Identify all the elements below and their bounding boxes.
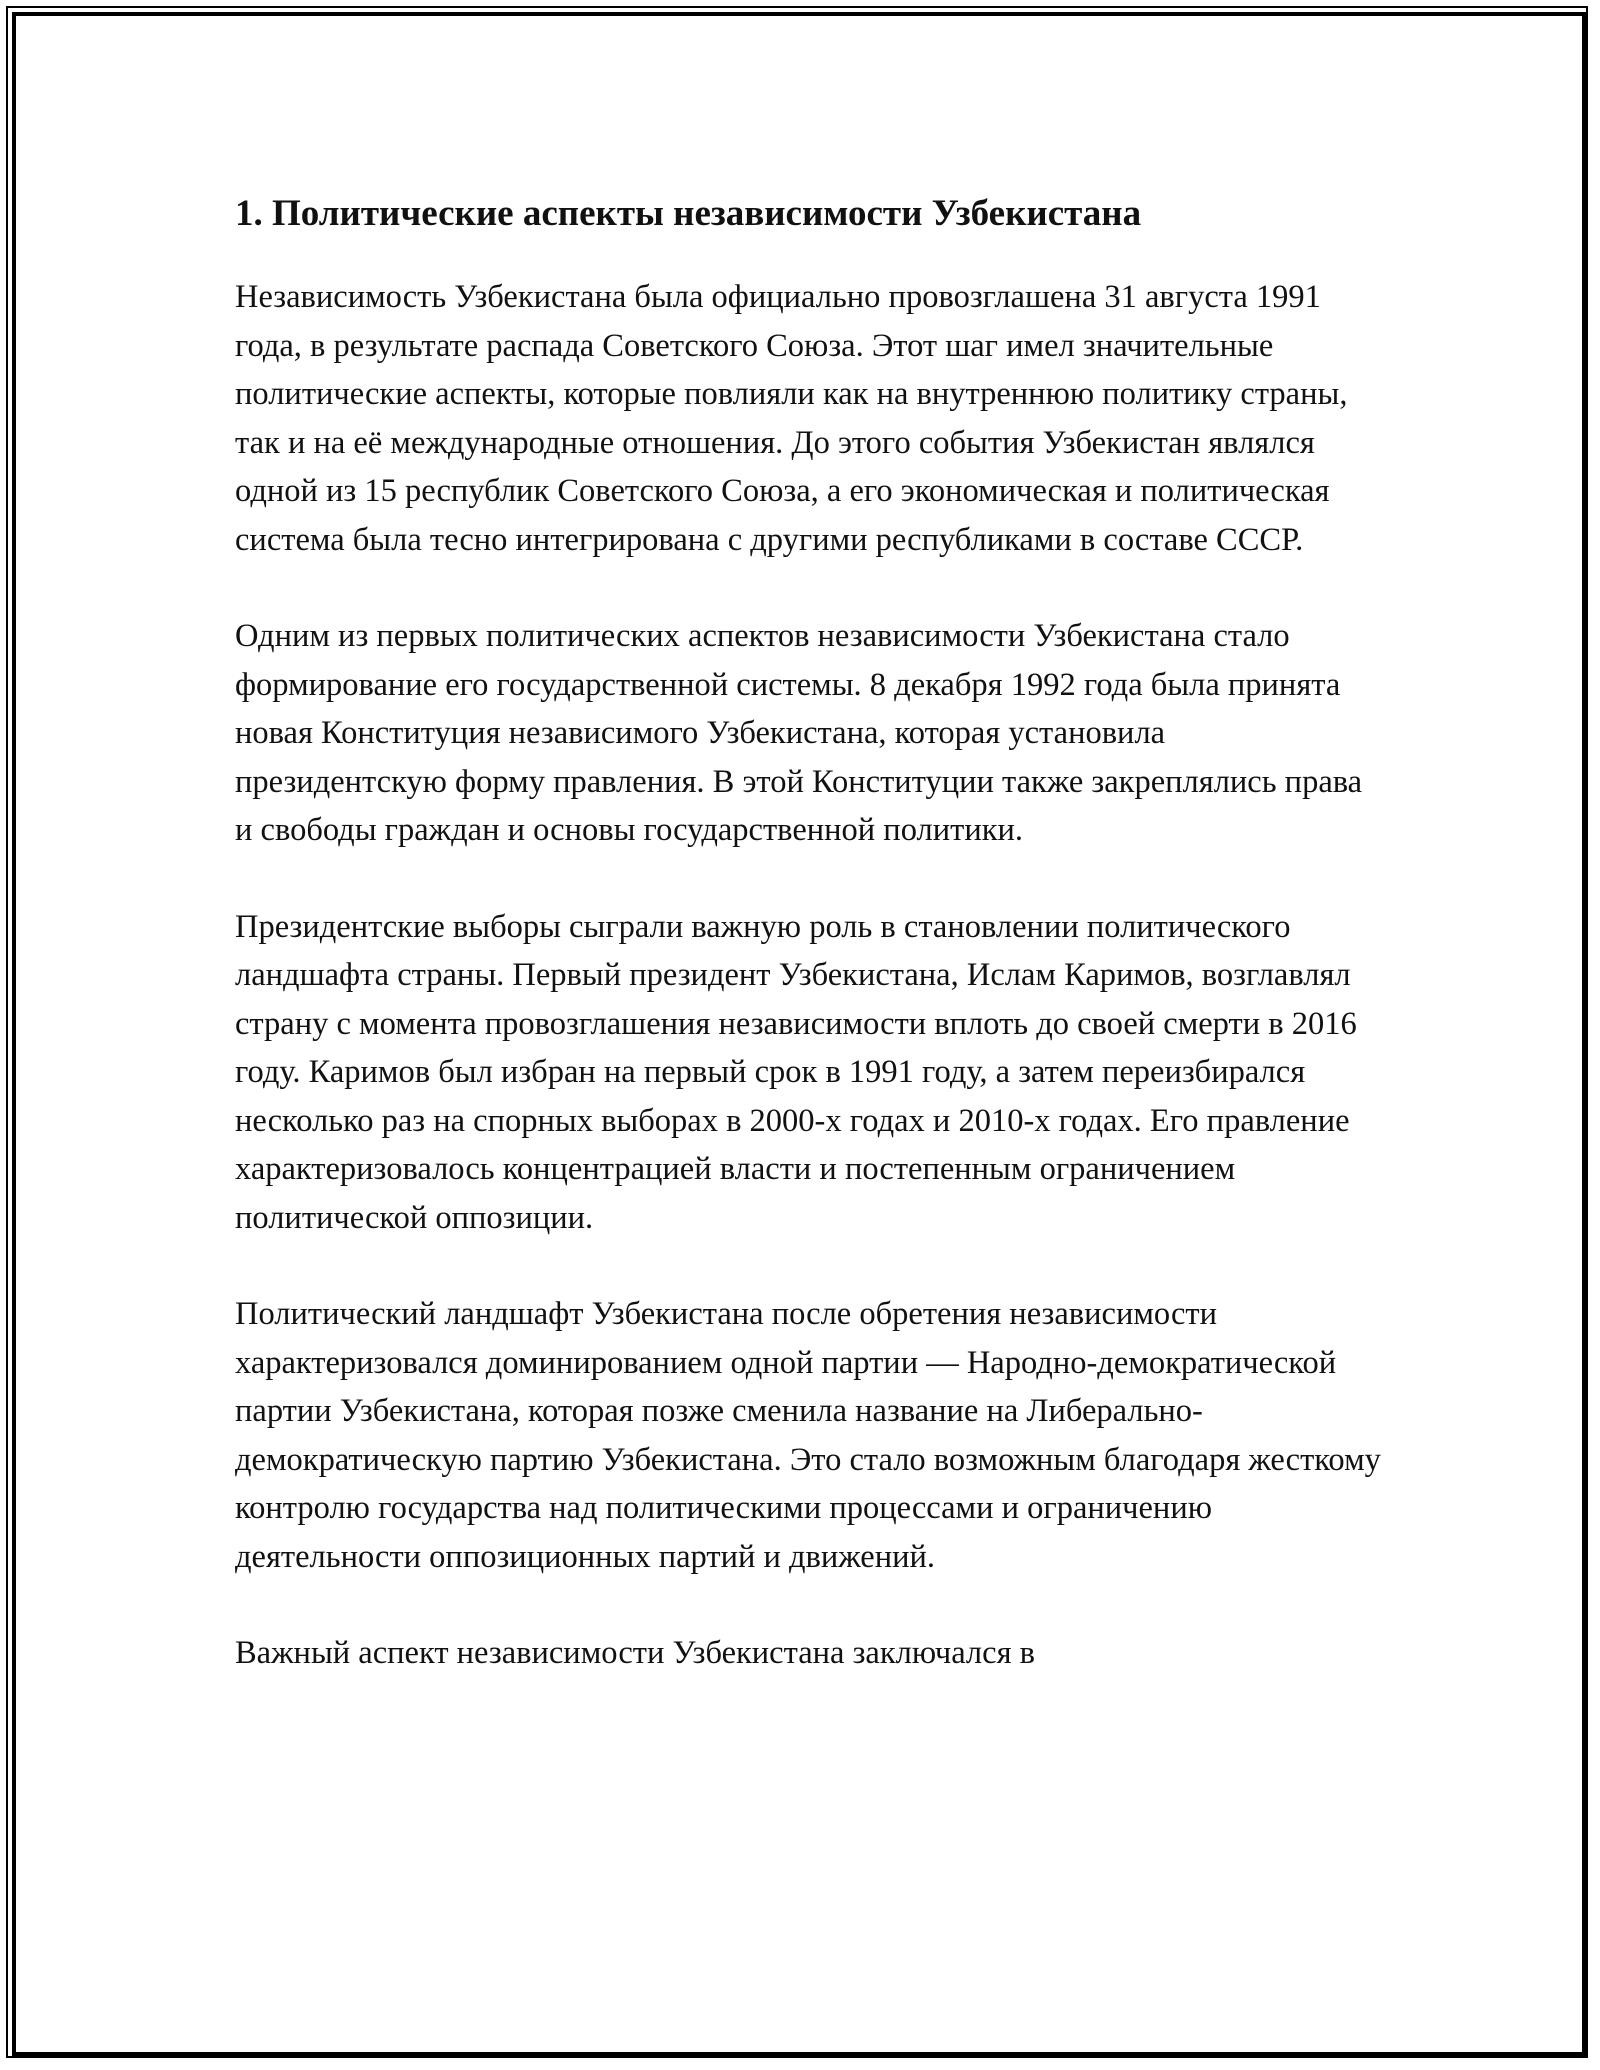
paragraph-state-system: Одним из первых политических аспектов независимости Узбекистана стало формирование его государственной системы. 8 декабря 1992 года была принята новая Конституция независимого Узбекистана, которая установила президентскую форму правления. В этой Конституции также закреплялись права и свободы граждан и основы государственной политики.	[235, 618, 1363, 848]
paragraph-political-landscape: Политический ландшафт Узбекистана после обретения независимости характеризовался доминированием одной партии — Народно-демократической партии Узбекистана, которая позже сменила название на Либерально-демократическую партию Узбекистана. Это стало возможным благодаря жесткому контролю государства над политическими процессами и ограничению деятельности оппозиционных партий и движений.	[235, 1296, 1381, 1575]
section-heading: 1. Политические аспекты независимости Узбекистана	[235, 193, 1142, 234]
paragraph-presidential-elections: Президентские выборы сыграли важную роль в становлении политического ландшафта страны. Первый президент Узбекистана, Ислам Каримов, возглавлял страну с момента провозглашения независимости вплоть до своей смерти в 2016 году. Каримов был избран на первый срок в 1991 году, а затем переизбирался несколько раз на спорных выборах в 2000-х годах и 2010-х годах. Его правление характеризовалось концентрацией власти и постепенным ограничением политической оппозиции.	[235, 908, 1357, 1236]
paragraph-important-aspect: Важный аспект независимости Узбекистана заключался в	[235, 1635, 1035, 1671]
paragraph-independence-declaration: Независимость Узбекистана была официально провозглашена 31 августа 1991 года, в результате распада Советского Союза. Этот шаг имел значительные политические аспекты, которые повлияли как на внутреннюю политику страны, так и на её международные отношения. До этого события Узбекистан являлся одной из 15 республик Советского Союза, а его экономическая и политическая система была тесно интегрирована с другими республиками в составе СССР.	[235, 279, 1348, 558]
document-body	[235, 185, 1385, 1726]
